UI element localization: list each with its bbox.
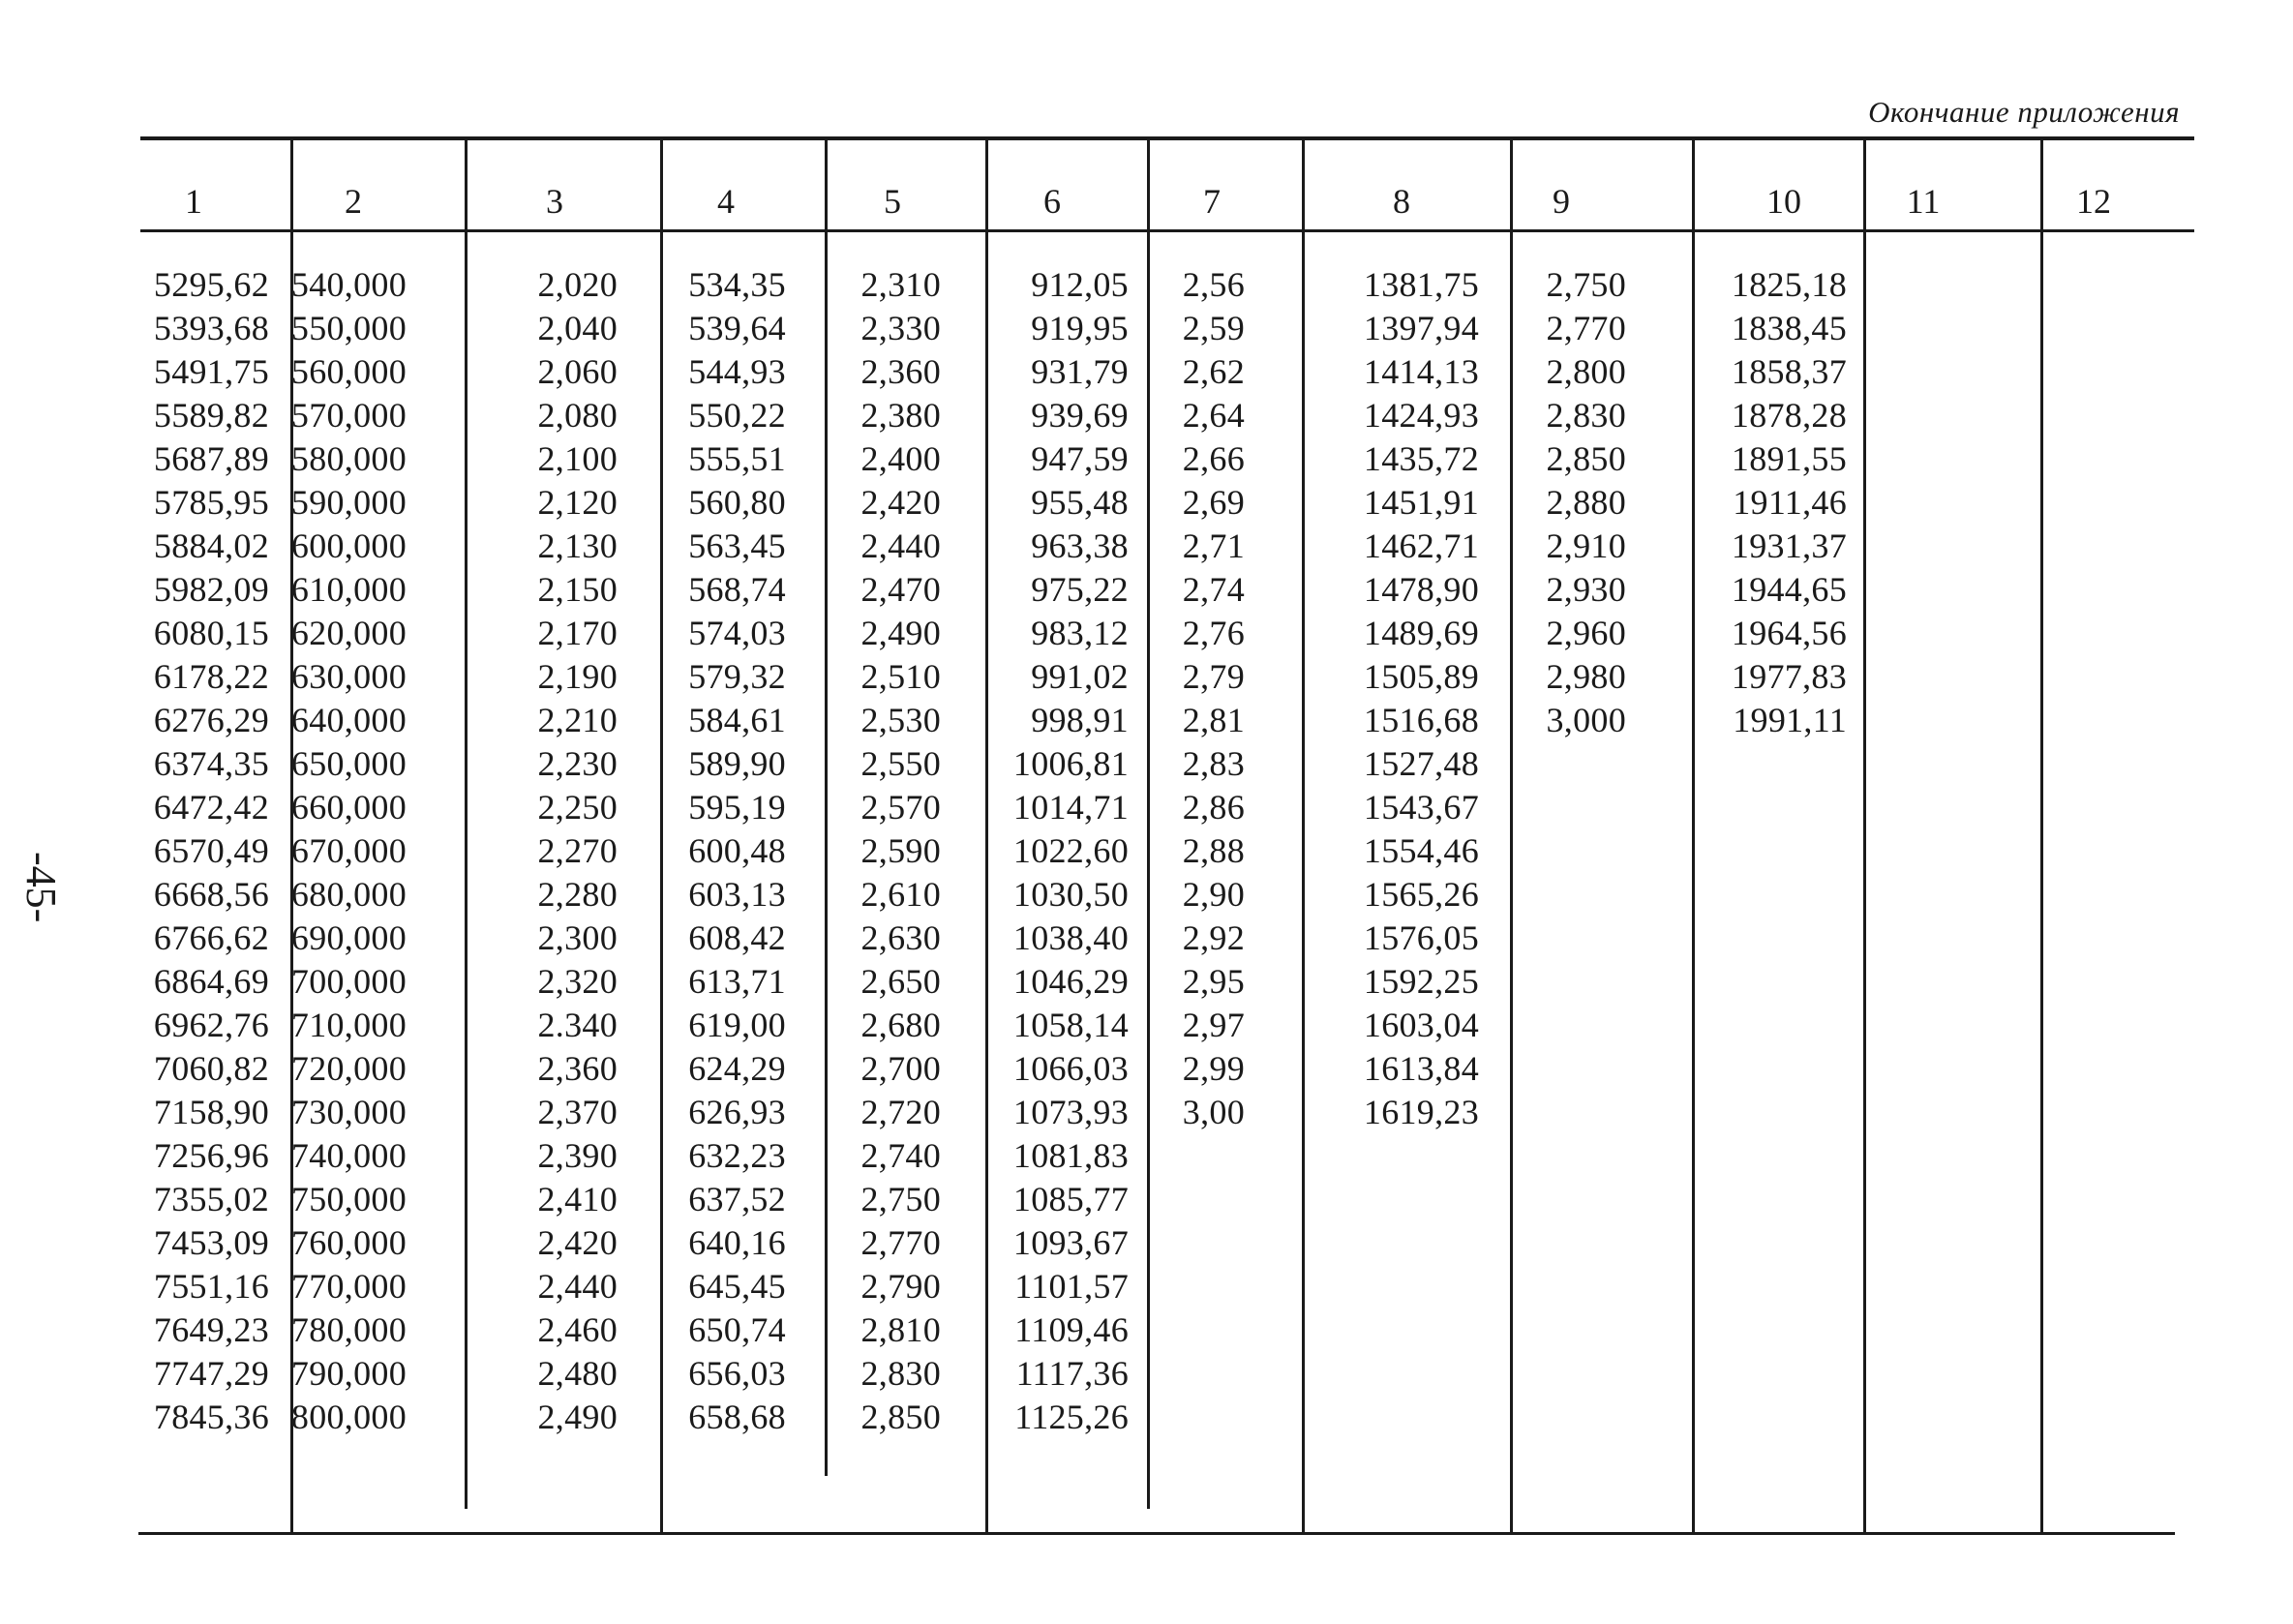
table-cell: 2,320 (537, 962, 618, 1001)
column-7-values (1162, 263, 1245, 1134)
column-divider (1863, 136, 1866, 1535)
table-cell: 1543,67 (1363, 788, 1479, 827)
table-cell: 983,12 (1031, 614, 1129, 652)
table-cell: 2,92 (1182, 918, 1245, 957)
table-cell: 710,000 (290, 1006, 407, 1044)
table-cell: 1944,65 (1731, 570, 1847, 609)
table-cell: 600,48 (688, 831, 786, 870)
table-cell: 1977,83 (1731, 657, 1847, 696)
table-cell: 2,850 (1546, 439, 1626, 478)
table-cell: 6374,35 (153, 744, 269, 783)
table-cell: 680,000 (290, 875, 407, 914)
table-cell: 2,410 (537, 1180, 618, 1218)
table-cell: 5884,02 (153, 526, 269, 565)
table-cell: 2,460 (537, 1310, 618, 1349)
table-cell: 2,750 (860, 1180, 941, 1218)
table-cell: 2,270 (537, 831, 618, 870)
table-cell: 5982,09 (153, 570, 269, 609)
table-cell: 584,61 (688, 701, 786, 739)
table-cell: 2,100 (537, 439, 618, 478)
table-cell: 2,040 (537, 309, 618, 347)
table-cell: 730,000 (290, 1093, 407, 1131)
table-cell: 603,13 (688, 875, 786, 914)
column-header-6: 6 (1043, 182, 1061, 221)
column-header-2: 2 (345, 182, 362, 221)
table-cell: 2,56 (1182, 265, 1245, 304)
table-bottom-rule (138, 1532, 2175, 1535)
table-cell: 1397,94 (1363, 309, 1479, 347)
table-cell: 1381,75 (1363, 265, 1479, 304)
table-cell: 650,000 (290, 744, 407, 783)
table-cell: 1046,29 (1012, 962, 1129, 1001)
table-cell: 2,83 (1182, 744, 1245, 783)
table-cell: 2,720 (860, 1093, 941, 1131)
table-cell: 610,000 (290, 570, 407, 609)
table-cell: 2,81 (1182, 701, 1245, 739)
table-cell: 2,190 (537, 657, 618, 696)
table-cell: 2,790 (860, 1267, 941, 1306)
table-cell: 1085,77 (1012, 1180, 1129, 1218)
table-cell: 2,700 (860, 1049, 941, 1088)
table-cell: 7158,90 (153, 1093, 269, 1131)
table-top-rule (140, 136, 2194, 140)
table-cell: 1527,48 (1363, 744, 1479, 783)
table-cell: 620,000 (290, 614, 407, 652)
table-cell: 7747,29 (153, 1354, 269, 1393)
table-cell: 7845,36 (153, 1398, 269, 1436)
table-cell: 2,86 (1182, 788, 1245, 827)
table-cell: 645,45 (688, 1267, 786, 1306)
table-cell: 630,000 (290, 657, 407, 696)
table-cell: 637,52 (688, 1180, 786, 1218)
table-cell: 2,630 (860, 918, 941, 957)
table-cell: 1878,28 (1731, 396, 1847, 435)
table-cell: 975,22 (1031, 570, 1129, 609)
table-cell: 560,80 (688, 483, 786, 522)
table-cell: 2,170 (537, 614, 618, 652)
table-cell: 5785,95 (153, 483, 269, 522)
header-bottom-rule (140, 229, 2194, 232)
table-cell: 626,93 (688, 1093, 786, 1131)
table-cell: 2,230 (537, 744, 618, 783)
table-cell: 2,66 (1182, 439, 1245, 478)
table-cell: 1424,93 (1363, 396, 1479, 435)
table-cell: 955,48 (1031, 483, 1129, 522)
table-cell: 2,770 (1546, 309, 1626, 347)
table-cell: 539,64 (688, 309, 786, 347)
table-cell: 632,23 (688, 1136, 786, 1175)
table-cell: 1414,13 (1363, 352, 1479, 391)
table-cell: 2,910 (1546, 526, 1626, 565)
table-cell: 1554,46 (1363, 831, 1479, 870)
table-cell: 2,490 (537, 1398, 618, 1436)
column-header-1: 1 (185, 182, 202, 221)
table-cell: 1565,26 (1363, 875, 1479, 914)
column-header-7: 7 (1203, 182, 1221, 221)
table-cell: 1006,81 (1012, 744, 1129, 783)
table-cell: 1093,67 (1012, 1223, 1129, 1262)
table-cell: 595,19 (688, 788, 786, 827)
table-cell: 563,45 (688, 526, 786, 565)
table-cell: 1022,60 (1012, 831, 1129, 870)
table-cell: 1613,84 (1363, 1049, 1479, 1088)
table-cell: 1516,68 (1363, 701, 1479, 739)
column-divider (1510, 136, 1513, 1535)
column-header-8: 8 (1393, 182, 1410, 221)
table-cell: 6178,22 (153, 657, 269, 696)
column-header-10: 10 (1766, 182, 1801, 221)
table-cell: 1991,11 (1733, 701, 1847, 739)
table-cell: 2,310 (860, 265, 941, 304)
table-cell: 770,000 (290, 1267, 407, 1306)
column-header-3: 3 (546, 182, 563, 221)
table-cell: 1478,90 (1363, 570, 1479, 609)
table-cell: 544,93 (688, 352, 786, 391)
table-cell: 947,59 (1031, 439, 1129, 478)
table-cell: 1964,56 (1731, 614, 1847, 652)
column-10-values (1704, 263, 1847, 742)
table-cell: 750,000 (290, 1180, 407, 1218)
table-cell: 1603,04 (1363, 1006, 1479, 1044)
table-cell: 6080,15 (153, 614, 269, 652)
table-cell: 608,42 (688, 918, 786, 957)
table-cell: 1109,46 (1014, 1310, 1129, 1349)
table-cell: 5589,82 (153, 396, 269, 435)
table-cell: 555,51 (688, 439, 786, 478)
column-divider (985, 136, 988, 1535)
table-cell: 1505,89 (1363, 657, 1479, 696)
column-9-values (1518, 263, 1626, 742)
table-cell: 2,810 (860, 1310, 941, 1349)
table-caption: Окончание приложения (1868, 95, 2180, 129)
table-cell: 2,490 (860, 614, 941, 652)
table-cell: 2,88 (1182, 831, 1245, 870)
table-cell: 2,770 (860, 1223, 941, 1262)
table-cell: 1073,93 (1012, 1093, 1129, 1131)
column-divider (825, 136, 828, 1476)
table-cell: 2,740 (860, 1136, 941, 1175)
table-cell: 1030,50 (1012, 875, 1129, 914)
page-number: -45- (17, 852, 65, 923)
table-cell: 2,020 (537, 265, 618, 304)
column-1-values (134, 263, 269, 1439)
table-cell: 570,000 (290, 396, 407, 435)
table-cell: 7256,96 (153, 1136, 269, 1175)
table-cell: 5687,89 (153, 439, 269, 478)
table-cell: 550,000 (290, 309, 407, 347)
table-cell: 5295,62 (153, 265, 269, 304)
table-cell: 2,400 (860, 439, 941, 478)
table-cell: 2,99 (1182, 1049, 1245, 1088)
table-cell: 1435,72 (1363, 439, 1479, 478)
table-cell: 1117,36 (1015, 1354, 1129, 1393)
table-cell: 1838,45 (1731, 309, 1847, 347)
table-cell: 1911,46 (1733, 483, 1847, 522)
table-cell: 2,610 (860, 875, 941, 914)
table-cell: 624,29 (688, 1049, 786, 1088)
table-cell: 5491,75 (153, 352, 269, 391)
table-cell: 2,850 (860, 1398, 941, 1436)
table-cell: 2,440 (860, 526, 941, 565)
table-cell: 5393,68 (153, 309, 269, 347)
table-cell: 660,000 (290, 788, 407, 827)
table-cell: 2,880 (1546, 483, 1626, 522)
table-cell: 780,000 (290, 1310, 407, 1349)
table-cell: 656,03 (688, 1354, 786, 1393)
table-cell: 640,16 (688, 1223, 786, 1262)
table-cell: 2,530 (860, 701, 941, 739)
table-cell: 2,76 (1182, 614, 1245, 652)
table-cell: 6962,76 (153, 1006, 269, 1044)
table-cell: 998,91 (1031, 701, 1129, 739)
table-cell: 2,550 (860, 744, 941, 783)
table-cell: 6864,69 (153, 962, 269, 1001)
table-cell: 2,90 (1182, 875, 1245, 914)
table-cell: 2,120 (537, 483, 618, 522)
table-cell: 919,95 (1031, 309, 1129, 347)
table-cell: 1451,91 (1363, 483, 1479, 522)
table-cell: 790,000 (290, 1354, 407, 1393)
table-cell: 574,03 (688, 614, 786, 652)
column-divider (465, 136, 468, 1509)
table-cell: 912,05 (1031, 265, 1129, 304)
table-cell: 6668,56 (153, 875, 269, 914)
table-cell: 2,830 (1546, 396, 1626, 435)
table-cell: 2,380 (860, 396, 941, 435)
table-cell: 2,480 (537, 1354, 618, 1393)
table-cell: 700,000 (290, 962, 407, 1001)
table-cell: 2,570 (860, 788, 941, 827)
column-2-values (290, 263, 407, 1439)
table-cell: 939,69 (1031, 396, 1129, 435)
table-cell: 1462,71 (1363, 526, 1479, 565)
table-cell: 2,64 (1182, 396, 1245, 435)
column-divider (2040, 136, 2043, 1535)
table-cell: 2,97 (1182, 1006, 1245, 1044)
table-cell: 640,000 (290, 701, 407, 739)
table-cell: 2.340 (537, 1006, 618, 1044)
table-cell: 690,000 (290, 918, 407, 957)
table-cell: 2,210 (537, 701, 618, 739)
column-divider (1147, 136, 1150, 1509)
table-cell: 1489,69 (1363, 614, 1479, 652)
table-cell: 589,90 (688, 744, 786, 783)
table-cell: 2,590 (860, 831, 941, 870)
table-cell: 7649,23 (153, 1310, 269, 1349)
table-cell: 760,000 (290, 1223, 407, 1262)
table-cell: 600,000 (290, 526, 407, 565)
table-cell: 2,59 (1182, 309, 1245, 347)
column-divider (660, 136, 663, 1535)
table-cell: 619,00 (688, 1006, 786, 1044)
column-header-9: 9 (1553, 182, 1570, 221)
table-cell: 2,360 (860, 352, 941, 391)
table-cell: 670,000 (290, 831, 407, 870)
table-cell: 2,250 (537, 788, 618, 827)
table-cell: 560,000 (290, 352, 407, 391)
table-cell: 2,71 (1182, 526, 1245, 565)
table-cell: 1125,26 (1014, 1398, 1129, 1436)
table-cell: 2,510 (860, 657, 941, 696)
table-cell: 568,74 (688, 570, 786, 609)
table-cell: 2,130 (537, 526, 618, 565)
table-cell: 1038,40 (1012, 918, 1129, 957)
table-cell: 1101,57 (1014, 1267, 1129, 1306)
table-cell: 540,000 (290, 265, 407, 304)
column-header-4: 4 (717, 182, 735, 221)
table-cell: 579,32 (688, 657, 786, 696)
table-cell: 1858,37 (1731, 352, 1847, 391)
table-cell: 590,000 (290, 483, 407, 522)
table-cell: 2,800 (1546, 352, 1626, 391)
table-cell: 534,35 (688, 265, 786, 304)
table-cell: 3,000 (1546, 701, 1626, 739)
column-8-values (1345, 263, 1479, 1134)
column-3-values (503, 263, 618, 1439)
table-cell: 2,650 (860, 962, 941, 1001)
table-cell: 991,02 (1031, 657, 1129, 696)
table-cell: 2,470 (860, 570, 941, 609)
column-header-12: 12 (2076, 182, 2111, 221)
table-cell: 2,420 (860, 483, 941, 522)
table-cell: 6276,29 (153, 701, 269, 739)
table-cell: 2,420 (537, 1223, 618, 1262)
table-cell: 2,62 (1182, 352, 1245, 391)
column-divider (1302, 136, 1305, 1535)
table-cell: 2,060 (537, 352, 618, 391)
column-header-5: 5 (884, 182, 901, 221)
table-cell: 2,980 (1546, 657, 1626, 696)
table-cell: 2,930 (1546, 570, 1626, 609)
table-cell: 2,440 (537, 1267, 618, 1306)
table-cell: 1619,23 (1363, 1093, 1479, 1131)
table-cell: 2,830 (860, 1354, 941, 1393)
table-cell: 2,74 (1182, 570, 1245, 609)
column-header-11: 11 (1906, 182, 1941, 221)
table-cell: 7551,16 (153, 1267, 269, 1306)
table-cell: 1066,03 (1012, 1049, 1129, 1088)
table-cell: 580,000 (290, 439, 407, 478)
table-cell: 1825,18 (1731, 265, 1847, 304)
table-cell: 720,000 (290, 1049, 407, 1088)
table-cell: 1592,25 (1363, 962, 1479, 1001)
table-cell: 6472,42 (153, 788, 269, 827)
table-cell: 2,280 (537, 875, 618, 914)
table-cell: 800,000 (290, 1398, 407, 1436)
table-cell: 1058,14 (1012, 1006, 1129, 1044)
table-cell: 2,79 (1182, 657, 1245, 696)
table-cell: 6766,62 (153, 918, 269, 957)
table-cell: 2,390 (537, 1136, 618, 1175)
table-cell: 931,79 (1031, 352, 1129, 391)
table-cell: 2,750 (1546, 265, 1626, 304)
table-cell: 2,960 (1546, 614, 1626, 652)
table-cell: 1576,05 (1363, 918, 1479, 957)
table-cell: 2,360 (537, 1049, 618, 1088)
table-cell: 658,68 (688, 1398, 786, 1436)
table-cell: 1014,71 (1012, 788, 1129, 827)
table-cell: 2,330 (860, 309, 941, 347)
table-cell: 7060,82 (153, 1049, 269, 1088)
table-cell: 7453,09 (153, 1223, 269, 1262)
column-6-values (991, 263, 1129, 1439)
column-4-values (668, 263, 786, 1439)
table-cell: 2,95 (1182, 962, 1245, 1001)
table-cell: 2,150 (537, 570, 618, 609)
table-cell: 2,080 (537, 396, 618, 435)
column-divider (1692, 136, 1695, 1535)
table-cell: 1081,83 (1012, 1136, 1129, 1175)
table-cell: 6570,49 (153, 831, 269, 870)
table-cell: 7355,02 (153, 1180, 269, 1218)
table-cell: 2,370 (537, 1093, 618, 1131)
table-cell: 2,69 (1182, 483, 1245, 522)
table-cell: 550,22 (688, 396, 786, 435)
table-cell: 613,71 (688, 962, 786, 1001)
table-cell: 1931,37 (1731, 526, 1847, 565)
table-cell: 650,74 (688, 1310, 786, 1349)
table-cell: 1891,55 (1731, 439, 1847, 478)
table-cell: 2,680 (860, 1006, 941, 1044)
table-cell: 740,000 (290, 1136, 407, 1175)
table-cell: 2,300 (537, 918, 618, 957)
table-cell: 3,00 (1182, 1093, 1245, 1131)
table-cell: 963,38 (1031, 526, 1129, 565)
column-5-values (834, 263, 941, 1439)
